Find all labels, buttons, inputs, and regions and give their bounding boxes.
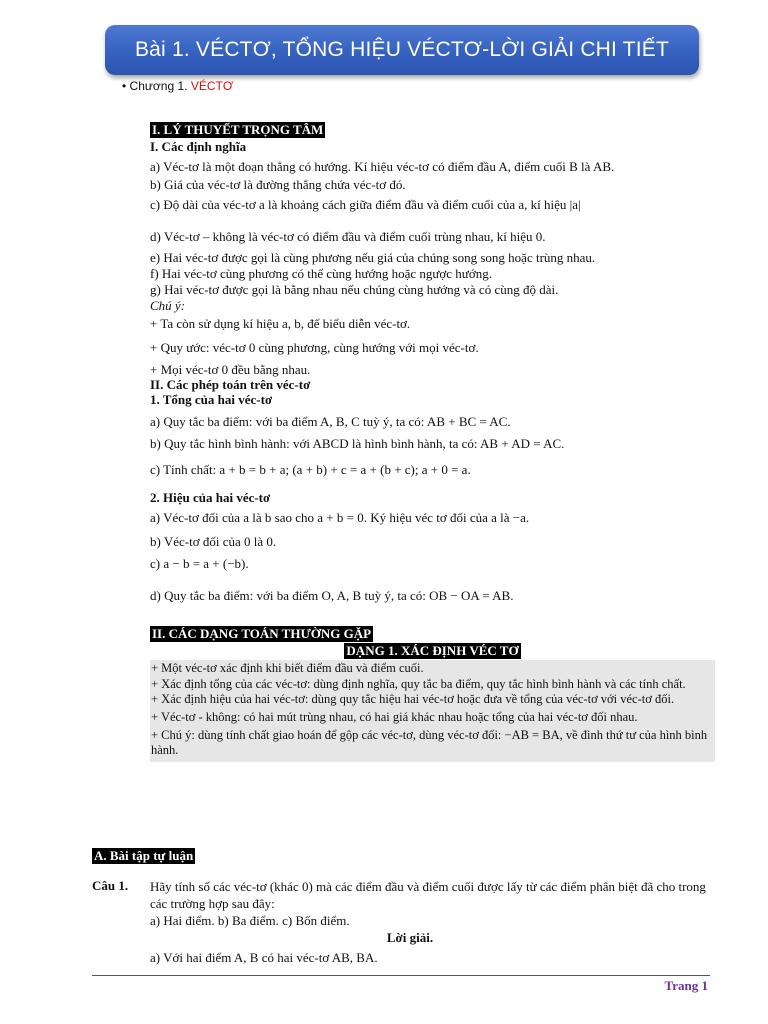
diff-b: b) Véc-tơ đối của 0 là 0. bbox=[150, 534, 277, 549]
sum-c: c) Tính chất: a + b = b + a; (a + b) + c = a + (b + c); a + 0 = a. bbox=[150, 462, 471, 477]
sum-a: a) Quy tắc ba điểm: với ba điểm A, B, C tuỳ ý, ta có: AB + BC = AC. bbox=[150, 414, 511, 429]
note-2: + Quy ước: véc-tơ 0 cùng phương, cùng hướng với mọi véc-tơ. bbox=[150, 340, 479, 355]
chapter-name: VÉCTƠ bbox=[190, 79, 234, 93]
title-banner: Bài 1. VÉCTƠ, TỔNG HIỆU VÉCTƠ-LỜI GIẢI CHI TIẾT bbox=[105, 25, 699, 75]
method-box bbox=[150, 660, 715, 762]
question-body bbox=[150, 876, 712, 966]
note-label: Chú ý: bbox=[150, 298, 186, 313]
theory-content bbox=[150, 122, 715, 762]
page-number-value: 1 bbox=[701, 978, 708, 993]
method-line-1: + Một véc-tơ xác định khi biết điểm đầu và điểm cuối. bbox=[151, 661, 424, 675]
method-line-4: + Véc-tơ - không: có hai mút trùng nhau, có hai giá khác nhau hoặc tổng của hai véc-tơ đối nhau. bbox=[151, 709, 638, 724]
question-options: a) Hai điểm. b) Ba điểm. c) Bốn điểm. bbox=[150, 912, 350, 928]
chapter-prefix: • Chương 1. bbox=[122, 79, 191, 93]
diff-a: a) Véc-tơ đối của a là b sao cho a + b = 0. Ký hiệu véc tơ đối của a là −a. bbox=[150, 510, 530, 525]
type1-heading: DẠNG 1. XÁC ĐỊNH VÉC TƠ bbox=[346, 643, 519, 658]
method-line-2: + Xác định tổng của các véc-tơ: dùng định nghĩa, quy tắc ba điểm, quy tắc hình bình hành và các tính chất. bbox=[151, 676, 686, 691]
diff-title: 2. Hiệu của hai véc-tơ bbox=[150, 490, 271, 505]
method-line-3: + Xác định hiệu của hai véc-tơ: dùng quy tắc hiệu hai véc-tơ hoặc đưa về tổng của véc-tơ với véc-tơ đối. bbox=[151, 692, 675, 707]
question-text: Hãy tính số các véc-tơ (khác 0) mà các điểm đầu và điểm cuối được lấy từ các điểm phân biệt đã cho trong các trường hợp sau đây: bbox=[150, 879, 706, 911]
footer-divider bbox=[92, 975, 710, 976]
chapter-line bbox=[122, 79, 233, 94]
section-a-heading: A. Bài tập tự luận bbox=[94, 848, 194, 863]
solution-label: Lời giải. bbox=[386, 929, 434, 945]
diff-c: c) a − b = a + (−b). bbox=[150, 556, 249, 571]
note-3: + Mọi véc-tơ 0 đều bằng nhau. bbox=[150, 362, 311, 377]
section-a bbox=[92, 848, 195, 864]
page-label: Trang bbox=[664, 978, 699, 993]
diff-d: d) Quy tắc ba điểm: với ba điểm O, A, B tuỳ ý, ta có: OB − OA = AB. bbox=[150, 588, 514, 603]
def-c: c) Độ dài của véc-tơ a là khoảng cách giữa điểm đầu và điểm cuối của a, kí hiệu |a| bbox=[150, 197, 581, 212]
def-b: b) Giá của véc-tơ là đường thẳng chứa véc-tơ đó. bbox=[150, 177, 406, 192]
def-a: a) Véc-tơ là một đoạn thẳng có hướng. Kí hiệu véc-tơ có điểm đầu A, điểm cuối B là AB. bbox=[150, 159, 615, 174]
method-line-5: + Chú ý: dùng tính chất giao hoán để gộp các véc-tơ, dùng véc-tơ đối: −AB = BA, về đình thứ tư của hình bình hành. bbox=[151, 727, 708, 758]
def-e: e) Hai véc-tơ được gọi là cùng phương nếu giá của chúng song song hoặc trùng nhau. bbox=[150, 250, 596, 265]
def-d: d) Véc-tơ – không là véc-tơ có điểm đầu và điểm cuối trùng nhau, kí hiệu 0. bbox=[150, 229, 546, 244]
solution-answer: a) Với hai điểm A, B có hai véc-tơ AB, BA. bbox=[150, 949, 378, 965]
definitions-subheading: I. Các định nghĩa bbox=[150, 139, 247, 154]
sum-title: 1. Tổng của hai véc-tơ bbox=[150, 392, 273, 407]
section1-heading: I. LÝ THUYẾT TRỌNG TÂM bbox=[152, 122, 324, 137]
page-number bbox=[665, 978, 708, 994]
sum-b: b) Quy tắc hình bình hành: với ABCD là hình bình hành, ta có: AB + AD = AC. bbox=[150, 436, 565, 451]
note-1: + Ta còn sử dụng kí hiệu a, b, để biểu diễn véc-tơ. bbox=[150, 316, 411, 331]
def-f: f) Hai véc-tơ cùng phương có thể cùng hướng hoặc ngược hướng. bbox=[150, 266, 492, 281]
question-label: Câu 1. bbox=[92, 878, 129, 893]
section2-heading: II. CÁC DẠNG TOÁN THƯỜNG GẶP bbox=[152, 626, 372, 641]
def-g: g) Hai véc-tơ được gọi là bằng nhau nếu chúng cùng hướng và có cùng độ dài. bbox=[150, 282, 559, 297]
operations-subheading: II. Các phép toán trên véc-tơ bbox=[150, 377, 311, 392]
